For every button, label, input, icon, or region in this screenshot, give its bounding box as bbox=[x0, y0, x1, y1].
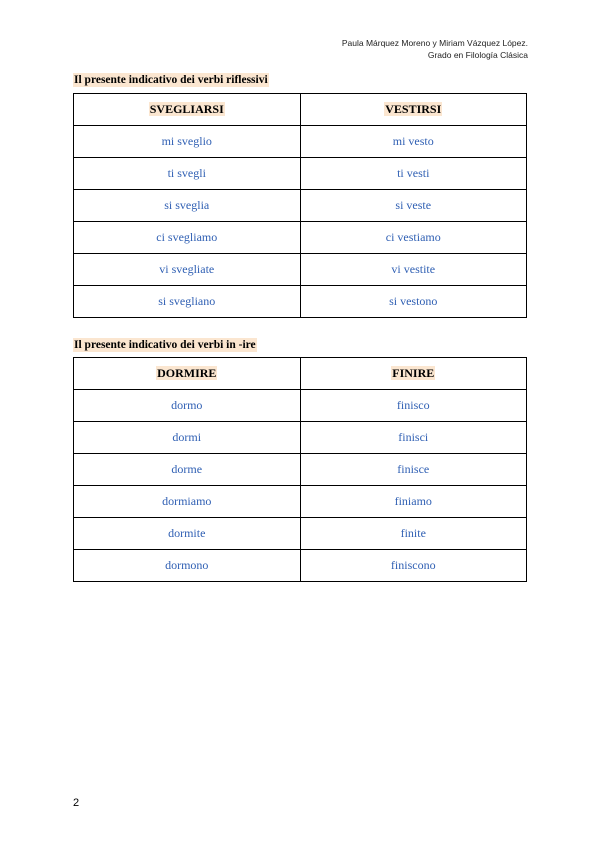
table-row bbox=[74, 190, 527, 222]
table-row bbox=[74, 454, 527, 486]
table-cell: si vestono bbox=[300, 286, 527, 318]
table-cell: ti svegli bbox=[74, 158, 301, 190]
column-header: VESTIRSI bbox=[300, 94, 527, 126]
table-cell: dormo bbox=[74, 390, 301, 422]
table-cell: finiscono bbox=[300, 550, 527, 582]
table-row bbox=[74, 518, 527, 550]
table-cell: finite bbox=[300, 518, 527, 550]
table-cell: finisco bbox=[300, 390, 527, 422]
table-cell: si svegliano bbox=[74, 286, 301, 318]
column-header: SVEGLIARSI bbox=[74, 94, 301, 126]
section-title-ire-verbs: Il presente indicativo dei verbi in -ire bbox=[74, 339, 256, 351]
table-cell: vi vestite bbox=[300, 254, 527, 286]
table-cell: vi svegliate bbox=[74, 254, 301, 286]
table-cell: ci vestiamo bbox=[300, 222, 527, 254]
table-row bbox=[74, 254, 527, 286]
table-cell: finiamo bbox=[300, 486, 527, 518]
table-row bbox=[74, 486, 527, 518]
table-header-row bbox=[74, 94, 527, 126]
reflexive-verbs-table bbox=[73, 93, 527, 318]
table-cell: ci svegliamo bbox=[74, 222, 301, 254]
table-cell: dormono bbox=[74, 550, 301, 582]
table-row bbox=[74, 422, 527, 454]
table-cell: dormi bbox=[74, 422, 301, 454]
table-row bbox=[74, 222, 527, 254]
table-cell: mi sveglio bbox=[74, 126, 301, 158]
table-cell: dorme bbox=[74, 454, 301, 486]
page-number: 2 bbox=[73, 797, 80, 809]
section-title-reflexive: Il presente indicativo dei verbi riflessivi bbox=[74, 74, 268, 86]
column-header: FINIRE bbox=[300, 358, 527, 390]
table-row bbox=[74, 390, 527, 422]
table-cell: finisce bbox=[300, 454, 527, 486]
table-cell: dormiamo bbox=[74, 486, 301, 518]
table-row bbox=[74, 550, 527, 582]
ire-verbs-table bbox=[73, 357, 527, 582]
page-header bbox=[342, 37, 528, 61]
table-cell: ti vesti bbox=[300, 158, 527, 190]
table-row bbox=[74, 158, 527, 190]
table-cell: dormite bbox=[74, 518, 301, 550]
header-degree: Grado en Filología Clásica bbox=[427, 50, 528, 60]
table-header-row bbox=[74, 358, 527, 390]
header-authors: Paula Márquez Moreno y Miriam Vázquez López. bbox=[341, 38, 528, 48]
table-cell: si sveglia bbox=[74, 190, 301, 222]
table-cell: finisci bbox=[300, 422, 527, 454]
column-header: DORMIRE bbox=[74, 358, 301, 390]
table-cell: si veste bbox=[300, 190, 527, 222]
table-cell: mi vesto bbox=[300, 126, 527, 158]
table-row bbox=[74, 286, 527, 318]
table-row bbox=[74, 126, 527, 158]
